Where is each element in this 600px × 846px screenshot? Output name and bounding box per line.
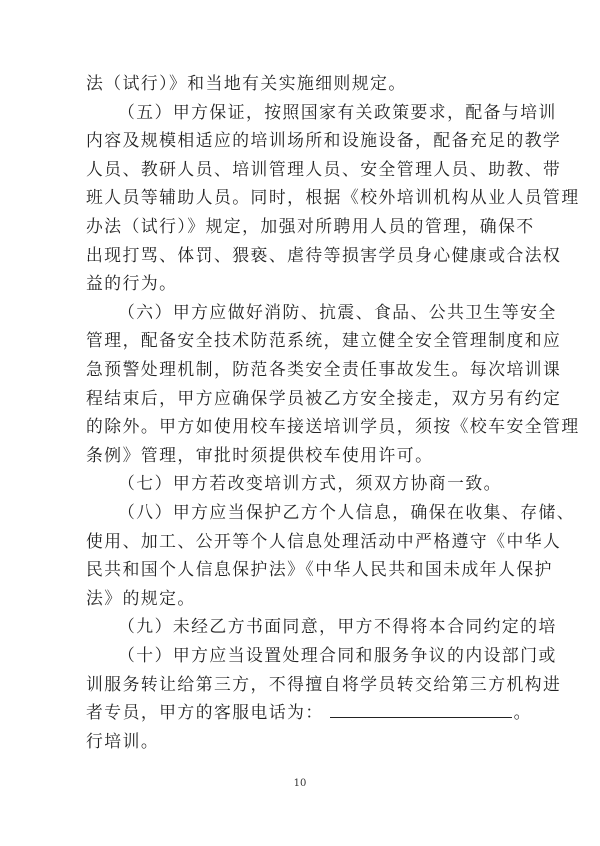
text-line: 出现打骂、体罚、猥亵、虐待等损害学员身心健康或合法权 — [86, 244, 562, 265]
customer-service-line — [86, 702, 532, 723]
text-line: 办法（试行）》规定，加强对所聘用人员的管理，确保不 — [86, 216, 535, 236]
clause-5-line: （五）甲方保证，按照国家有关政策要求，配备与培训 — [118, 101, 557, 122]
text-line: 法（试行）》和当地有关实施细则规定。 — [86, 73, 407, 93]
text-line: 法》的规定。 — [86, 587, 196, 608]
text-line: 人员、教研人员、培训管理人员、安全管理人员、助教、带 — [86, 158, 562, 179]
clause-8-line: （八）甲方应当保护乙方个人信息，确保在收集、存储、 — [118, 502, 576, 522]
clause-10-line: （十）甲方应当设置处理合同和服务争议的内设部门或 — [118, 645, 557, 665]
text-line: 的除外。甲方如使用校车接送培训学员，须按《校车安全管理 — [86, 416, 580, 437]
text-line: 益的行为。 — [86, 273, 178, 294]
text-line: 条例》管理，审批时须提供校车使用许可。 — [86, 444, 434, 465]
text-line: 管理，配备安全技术防范系统，建立健全安全管理制度和应 — [86, 330, 562, 351]
text-line: 急预警处理机制，防范各类安全责任事故发生。每次培训课 — [86, 359, 562, 379]
clause-9-line: （九）未经乙方书面同意，甲方不得将本合同约定的培 — [118, 616, 557, 637]
text-line: 班人员等辅助人员。同时，根据《校外培训机构从业人员管理 — [86, 187, 580, 208]
clause-6-line: （六）甲方应做好消防、抗震、食品、公共卫生等安全 — [118, 301, 557, 322]
clause-7-line: （七）甲方若改变培训方式，须双方协商一致。 — [118, 473, 502, 494]
text-line: 行培训。 — [86, 730, 160, 751]
sentence-end-mark: 。 — [513, 702, 532, 723]
text-line: 民共和国个人信息保护法》《中华人民共和国未成年人保护 — [86, 559, 553, 580]
customer-service-phone-blank — [330, 702, 512, 718]
text-line: 训服务转让给第三方，不得擅自将学员转交给第三方机构进 — [86, 673, 562, 694]
customer-service-label: 者专员，甲方的客服电话为： — [86, 702, 324, 723]
text-line: 使用、加工、公开等个人信息处理活动中严格遵守《中华人 — [86, 530, 562, 551]
text-line: 程结束后，甲方应确保学员被乙方安全接走，双方另有约定 — [86, 387, 562, 408]
text-line: 内容及规模相适应的培训场所和设施设备，配备充足的教学 — [86, 130, 562, 151]
page-number: 10 — [293, 778, 307, 789]
